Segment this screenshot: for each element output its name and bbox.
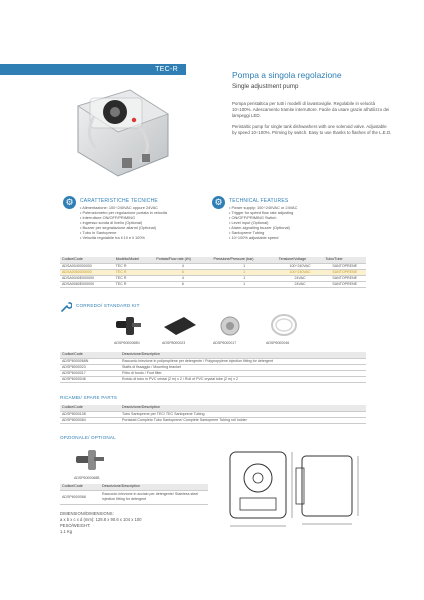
cell: ADSA0060000000	[60, 269, 114, 275]
feature-it-item: • Potenziometro per regolazione portata in velocità	[80, 210, 220, 215]
cell: 4	[154, 263, 211, 269]
feature-it-item: • Tubo in Santoprene	[80, 230, 220, 235]
cell: ADSP8000084	[60, 417, 120, 423]
cell: SANTOPRENE	[323, 269, 366, 275]
col-description: Descrizione/Description	[120, 352, 366, 358]
cell: Tubo Santoprene per TEC/ TEC Santoprene Tubing	[120, 411, 366, 417]
cell: ADSP8000108	[60, 411, 120, 417]
optional-image-label: ADSP6000068B	[74, 476, 100, 480]
feature-en-item: • Alarm-signalling buzzer (Optional)	[229, 225, 369, 230]
tube-roll-image	[268, 311, 300, 339]
col-voltage: Tensione/Voltage	[277, 257, 324, 263]
col-pressure: Pressione/Pressure (bar)	[212, 257, 277, 263]
feature-en-item: • Power supply: 100÷240VAC or 24VAC	[229, 205, 369, 210]
feature-en-item: • Santoprene Tubing	[229, 230, 369, 235]
cell: SANTOPRENE	[323, 281, 366, 287]
feature-en-item: • ON/OFF/PRIMING Switch	[229, 215, 369, 220]
weight-value: 1.1 Kg	[60, 529, 73, 534]
cell: 24VAC	[277, 275, 324, 281]
spare-table	[60, 405, 366, 424]
col-code: Codice/Code	[60, 405, 120, 411]
feature-en-item: • 10÷100% adjustable speed	[229, 235, 369, 240]
features-it-title: CARATTERISTICHE TECNICHE	[80, 198, 158, 204]
foot-filter-image	[216, 312, 244, 340]
cell: 1	[212, 263, 277, 269]
product-tab: TEC-R	[0, 64, 186, 75]
feature-it-item: • Alimentazione: 100÷240VAC oppure 24VAC	[80, 205, 220, 210]
cell: ADSP6000068N	[60, 358, 120, 364]
wrench-icon	[60, 301, 72, 313]
kit-image-label: ADSP8000023	[162, 341, 186, 345]
description-it: Pompa peristaltica per tutti i modelli di lavastoviglie. Regolabile in velocità 10÷100%. Adescamento tramite interruttore. Facile da usare grazie all'utilizzo dei lampeggi LED.	[232, 101, 390, 118]
col-code: Codice/Code	[60, 484, 100, 490]
table-row	[60, 490, 208, 504]
cell: 6	[154, 281, 211, 287]
col-flow: Portata/Flow rate (l/h)	[154, 257, 211, 263]
cell: TEC R	[114, 269, 155, 275]
cell: 1	[212, 269, 277, 275]
cell: Raccordo iniezione in polipropilene per detergente / Polypropylene injection fitting for detergent	[120, 358, 366, 364]
cell: ADSP6000046	[60, 376, 120, 382]
models-table	[60, 257, 366, 288]
injection-fitting-image	[112, 313, 144, 339]
cell: TEC R	[114, 275, 155, 281]
page-subtitle: Single adjustment pump	[232, 83, 299, 90]
table-row	[60, 281, 366, 287]
cell: 1	[212, 275, 277, 281]
cell: SANTOPRENE	[323, 263, 366, 269]
kit-image-label: ADSP6000046	[266, 341, 290, 345]
description-en: Peristaltic pump for single tank dishwashers with one solenoid valve. Adjustable by speed 10÷100%. Priming by switch. Easy to use thanks to flashes of the L.E.D.	[232, 124, 392, 135]
cell: ADSA0040E000000	[60, 275, 114, 281]
cell: TEC R	[114, 263, 155, 269]
cell: TEC R	[114, 281, 155, 287]
bracket-image	[162, 313, 198, 339]
cell: ADSP6000017	[60, 370, 120, 376]
kit-title: CORREDO/ STANDARD KIT	[76, 303, 140, 308]
feature-it-item: • Interruttore ON/OFF/PRIMING	[80, 215, 220, 220]
cell: ADSP6000068	[60, 490, 100, 504]
col-description: Descrizione/Description	[120, 405, 366, 411]
col-model: Modello/Model	[114, 257, 155, 263]
gear-icon: ⚙	[212, 196, 225, 209]
cell: 24VAC	[277, 281, 324, 287]
feature-it-item: • Ingresso sonda di livello (Optional)	[80, 220, 220, 225]
dimension-drawing	[226, 448, 366, 534]
cell: Raccordo iniezione in acciaio per detergente/ Stainless steel injection fitting for detergent	[100, 490, 208, 504]
dimensions-value: a x b x c x d (mm): 128.8 x 90.6 x 104 x 100	[60, 517, 142, 522]
cell: 6	[154, 269, 211, 275]
feature-it-item: • Velocità regolabile tra il 10 e il 100%	[80, 235, 220, 240]
optional-table	[60, 484, 208, 505]
feature-it-item: • Buzzer per segnalazione allarmi (Optional)	[80, 225, 220, 230]
optional-title: OPZIONALE/ OPTIONAL	[60, 435, 116, 440]
pump-photo	[60, 76, 180, 184]
cell: ADSA0040000000	[60, 263, 114, 269]
table-row	[60, 376, 366, 382]
table-row	[60, 417, 366, 423]
cell: 1	[212, 281, 277, 287]
col-code: Codice/Code	[60, 352, 120, 358]
kit-image-label: ADSP6000017	[213, 341, 237, 345]
cell: ADSA0060E000000	[60, 281, 114, 287]
features-en-title: TECHNICAL FEATURES	[229, 198, 289, 204]
col-code: Codice/Code	[60, 257, 114, 263]
cell: Staffa di fissaggio / Mounting bracket	[120, 364, 366, 370]
cell: 100÷240VAC	[277, 263, 324, 269]
kit-table	[60, 352, 366, 383]
dimensions-title: DIMENSIONI/DIMENSIONS:	[60, 511, 114, 516]
kit-image-label: ADSP6000068N	[114, 341, 140, 345]
weight-title: PESO/WEIGHT:	[60, 523, 91, 528]
cell: ADSP8000023	[60, 364, 120, 370]
cell: 100÷240VAC	[277, 269, 324, 275]
cell: Rotolo di tubo in PVC cristal (2 m) x 2 / Roll of PVC crystal tube (2 m) x 2	[120, 376, 366, 382]
feature-en-item: • Trigger for speed flow rate adjusting	[229, 210, 369, 215]
page-title: Pompa a singola regolazione	[232, 70, 342, 80]
col-tube: Tubo/Tube	[323, 257, 366, 263]
cell: Portatubi Completo Tubo Santoprene/ Complete Santoprene Tubing roll holder	[120, 417, 366, 423]
feature-en-item: • Level input (Optional)	[229, 220, 369, 225]
features-en-list	[229, 205, 369, 240]
cell: SANTOPRENE	[323, 275, 366, 281]
cell: 4	[154, 275, 211, 281]
features-it-list	[80, 205, 220, 240]
gear-icon: ⚙	[63, 196, 76, 209]
col-description: Descrizione/Description	[100, 484, 208, 490]
spare-title: RICAMBI/ SPARE PARTS	[60, 395, 118, 400]
cell: Filtro di fondo / Foot filter	[120, 370, 366, 376]
steel-fitting-image	[72, 446, 108, 474]
